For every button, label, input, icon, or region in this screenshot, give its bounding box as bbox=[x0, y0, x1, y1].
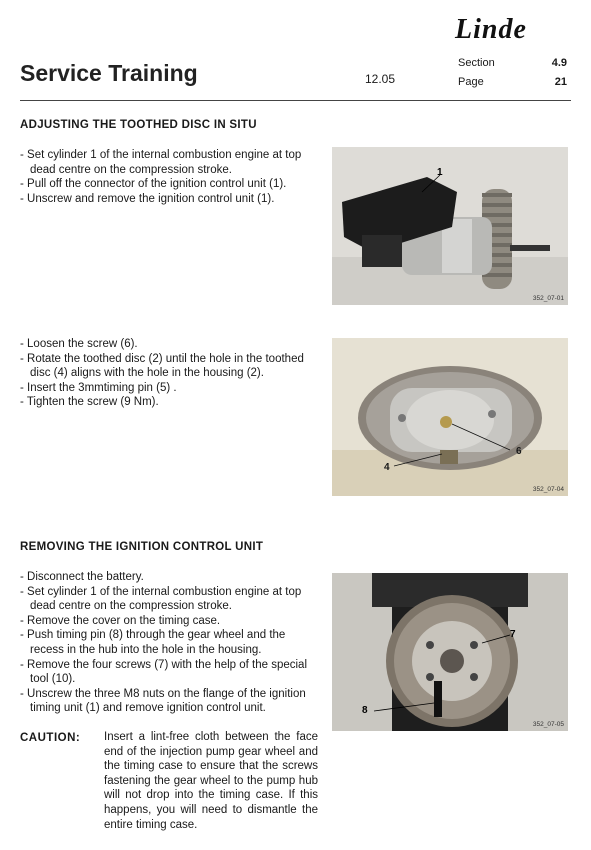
section-number: 4.9 bbox=[551, 57, 567, 69]
callout-8: 8 bbox=[362, 705, 368, 716]
section-heading-adjusting: ADJUSTING THE TOOTHED DISC IN SITU bbox=[20, 119, 257, 131]
photo-ignition-unit bbox=[332, 147, 568, 305]
issue-date: 12.05 bbox=[365, 72, 396, 86]
step-item: - Insert the 3mmtiming pin (5) . bbox=[20, 381, 320, 396]
page-label: Page bbox=[458, 76, 484, 88]
photo-toothed-disc bbox=[332, 338, 568, 496]
step-item: - Unscrew and remove the ignition control unit (1). bbox=[20, 192, 320, 207]
linde-logo: Linde bbox=[455, 14, 527, 45]
step-item: - Set cylinder 1 of the internal combustion engine at top dead centre on the compression stroke. bbox=[20, 585, 320, 614]
figure-caption: 352_07-04 bbox=[532, 486, 564, 493]
photo-gear-wheel bbox=[332, 573, 568, 731]
step-item: - Tighten the screw (9 Nm). bbox=[20, 395, 320, 410]
step-item: - Remove the four screws (7) with the help of the special tool (10). bbox=[20, 658, 320, 687]
step-list-1 bbox=[20, 148, 320, 206]
page-title: Service Training bbox=[20, 60, 198, 86]
callout-1: 1 bbox=[437, 167, 443, 178]
caution-label: CAUTION: bbox=[20, 732, 81, 744]
page-number: 21 bbox=[554, 76, 567, 88]
section-label: Section bbox=[458, 57, 495, 69]
figure-caption: 352_07-01 bbox=[532, 295, 564, 302]
step-item: - Remove the cover on the timing case. bbox=[20, 614, 320, 629]
section-heading-removing: REMOVING THE IGNITION CONTROL UNIT bbox=[20, 541, 264, 553]
step-item: - Rotate the toothed disc (2) until the hole in the toothed disc (4) aligns with the hole in the housing (2). bbox=[20, 352, 320, 381]
step-item: - Unscrew the three M8 nuts on the flange of the ignition timing unit (1) and remove ignition control unit. bbox=[20, 687, 320, 716]
step-list-2 bbox=[20, 337, 320, 410]
step-list-3 bbox=[20, 570, 320, 716]
callout-7: 7 bbox=[510, 629, 516, 640]
step-item: - Pull off the connector of the ignition control unit (1). bbox=[20, 177, 320, 192]
callout-6: 6 bbox=[516, 446, 522, 457]
header-divider bbox=[20, 100, 571, 101]
step-item: - Push timing pin (8) through the gear wheel and the recess in the hub into the hole in the housing. bbox=[20, 628, 320, 657]
figure-caption: 352_07-05 bbox=[532, 721, 564, 728]
caution-text: Insert a lint-free cloth between the face end of the injection pump gear wheel and the timing case to ensure that the screws fastening the gear wheel to the pump hub will not drop into the timing case. If this happens, you will need to dismantle the entire timing case. bbox=[104, 731, 318, 831]
step-item: - Disconnect the battery. bbox=[20, 570, 320, 585]
step-item: - Set cylinder 1 of the internal combustion engine at top dead centre on the compression stroke. bbox=[20, 148, 320, 177]
step-item: - Loosen the screw (6). bbox=[20, 337, 320, 352]
callout-4: 4 bbox=[384, 462, 390, 473]
